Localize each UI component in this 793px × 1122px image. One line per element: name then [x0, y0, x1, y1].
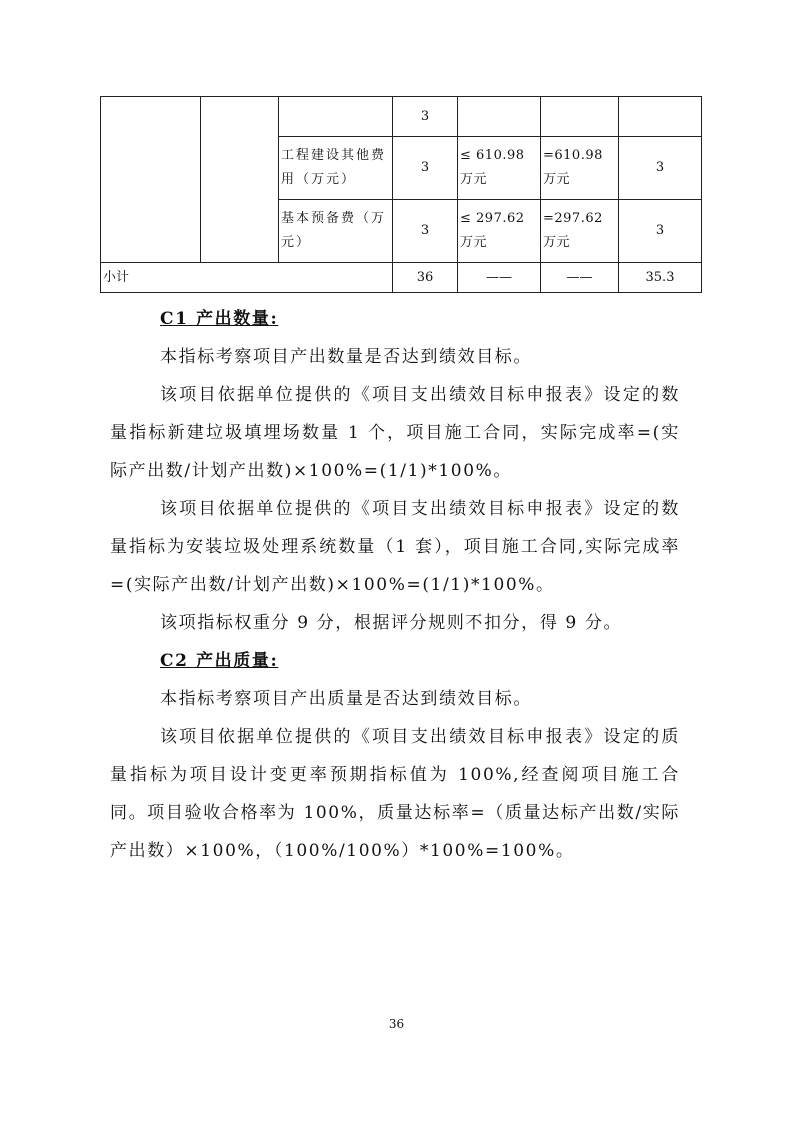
paragraph: 本指标考察项目产出数量是否达到绩效目标。 [160, 347, 532, 367]
table-cell-target: ≤ 297.62 万元 [458, 200, 541, 263]
table-cell-score: 3 [619, 200, 702, 263]
subtotal-actual: —— [541, 263, 619, 293]
table-cell-weight: 3 [393, 200, 458, 263]
section-heading-c2: C2 产出质量: [160, 651, 279, 671]
subtotal-label: 小计 [101, 263, 393, 293]
table-cell-weight: 3 [393, 137, 458, 200]
table-cell-score [619, 97, 702, 137]
paragraph: 该项目依据单位提供的《项目支出绩效目标申报表》设定的数量指标为安装垃圾处理系统数量（1 套），项目施工合同,实际完成率=(实际产出数/计划产出数)×100%=(1/1)*100%。 [110, 499, 680, 595]
page-number: 36 [388, 1017, 405, 1031]
table-cell-item: 工程建设其他费用（万元） [279, 137, 393, 200]
section-heading-c1: C1 产出数量: [160, 309, 279, 329]
subtotal-score: 35.3 [619, 263, 702, 293]
evaluation-table [100, 96, 702, 293]
paragraph: 该项指标权重分 9 分，根据评分规则不扣分，得 9 分。 [160, 613, 623, 633]
body-text [110, 300, 680, 870]
table-cell-item: 基本预备费（万元） [279, 200, 393, 263]
table-cell-actual: =610.98万元 [541, 137, 619, 200]
table-cell-target [458, 97, 541, 137]
subtotal-weight: 36 [393, 263, 458, 293]
paragraph: 本指标考察项目产出质量是否达到绩效目标。 [160, 689, 532, 709]
table-row-subtotal [101, 263, 702, 293]
table-cell-score: 3 [619, 137, 702, 200]
table-cell-actual: =297.62万元 [541, 200, 619, 263]
table-row [101, 97, 702, 137]
paragraph: 该项目依据单位提供的《项目支出绩效目标申报表》设定的数量指标新建垃圾填埋场数量 1 个，项目施工合同，实际完成率=(实际产出数/计划产出数)×100%=(1/1)*100%。 [110, 385, 680, 481]
table-cell-subcategory [201, 97, 279, 263]
subtotal-target: —— [458, 263, 541, 293]
table-cell-item [279, 97, 393, 137]
table-cell-weight: 3 [393, 97, 458, 137]
table-cell-actual [541, 97, 619, 137]
table-cell-target: ≤ 610.98 万元 [458, 137, 541, 200]
table-cell-category [101, 97, 201, 263]
paragraph: 该项目依据单位提供的《项目支出绩效目标申报表》设定的质量指标为项目设计变更率预期指标值为 100%,经查阅项目施工合同。项目验收合格率为 100%，质量达标率=（质量达标产出数/实际产出数）×100%，（100%/100%）*100%=100%。 [110, 727, 680, 861]
